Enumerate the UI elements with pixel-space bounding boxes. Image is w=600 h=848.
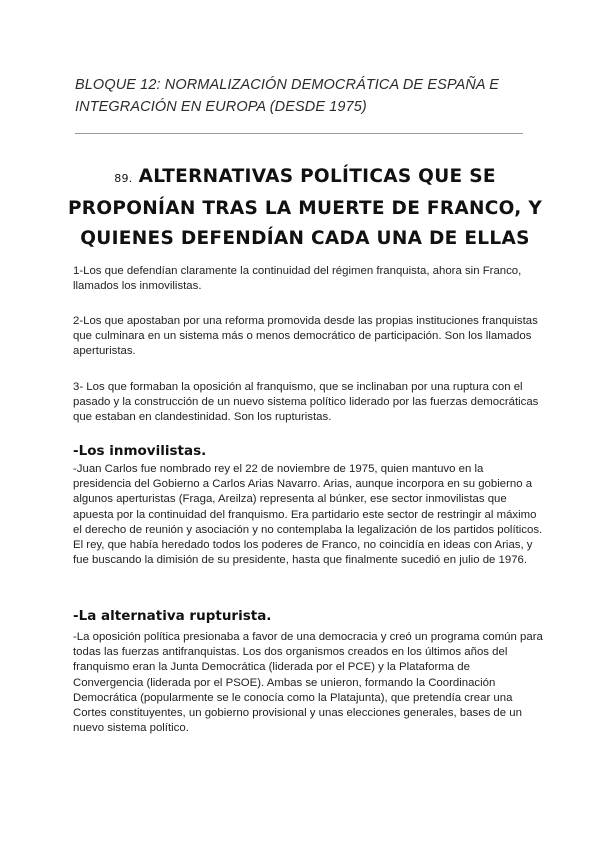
question-title <box>60 162 550 254</box>
question-title-text: ALTERNATIVAS POLÍTICAS QUE SE PROPONÍAN TRAS LA MUERTE DE FRANCO, Y QUIENES DEFENDÍAN CADA UNA DE ELLAS <box>67 166 543 249</box>
intro-item-1: 1-Los que defendían claramente la continuidad del régimen franquista, ahora sin Franco, llamados los inmovilistas. <box>73 265 522 293</box>
intro-item-2: 2-Los que apostaban por una reforma promovida desde las propias instituciones franquistas que culminara en un sistema más o menos democrático de participación. Son los llamados aperturistas. <box>73 315 538 358</box>
block-header: BLOQUE 12: NORMALIZACIÓN DEMOCRÁTICA DE ESPAÑA E INTEGRACIÓN EN EUROPA (DESDE 1975) <box>75 77 500 115</box>
section-body-inmovilistas: -Juan Carlos fue nombrado rey el 22 de noviembre de 1975, quien mantuvo en la presidencia del Gobierno a Carlos Arias Navarro. Arias, aunque incorpora en su gobierno a algunos aperturistas (Fraga, Areilza) representa al búnker, ese sector inmovilistas que apuesta por la continuidad del franquismo. Era partidario este sector de restringir al máximo el derecho de reunión y asociación y no contemplaba la legalización de los partidos políticos. El rey, que había heredado todos los poderes de Franco, no coincidía en ideas con Arias, y fue buscando la dimisión de su presidente, hasta que finalmente sucedió en julio de 1976. <box>73 463 543 567</box>
header-divider <box>75 133 523 134</box>
section-heading-rupturista: -La alternativa rupturista. <box>73 608 272 624</box>
intro-item-3: 3- Los que formaban la oposición al franquismo, que se inclinaban por una ruptura con el pasado y la construcción de un nuevo sistema político liderado por las fuerzas democráticas que estaban en clandestinidad. Son los rupturistas. <box>73 381 539 424</box>
question-number: 89. <box>114 172 133 185</box>
section-body-rupturista: -La oposición política presionaba a favor de una democracia y creó un programa común para todas las fuerzas antifranquistas. Los dos organismos creados en los últimos años del franquismo eran la Junta Democrática (liderada por el PCE) y la Plataforma de Convergencia (liderada por el PSOE). Ambas se unieron, formando la Coordinación Democrática (popularmente se le conocía como la Platajunta), que pretendía crear una Cortes constituyentes, un gobierno provisional y unas elecciones generales, bases de un nuevo sistema político. <box>73 631 543 735</box>
section-heading-inmovilistas: -Los inmovilistas. <box>73 443 207 459</box>
